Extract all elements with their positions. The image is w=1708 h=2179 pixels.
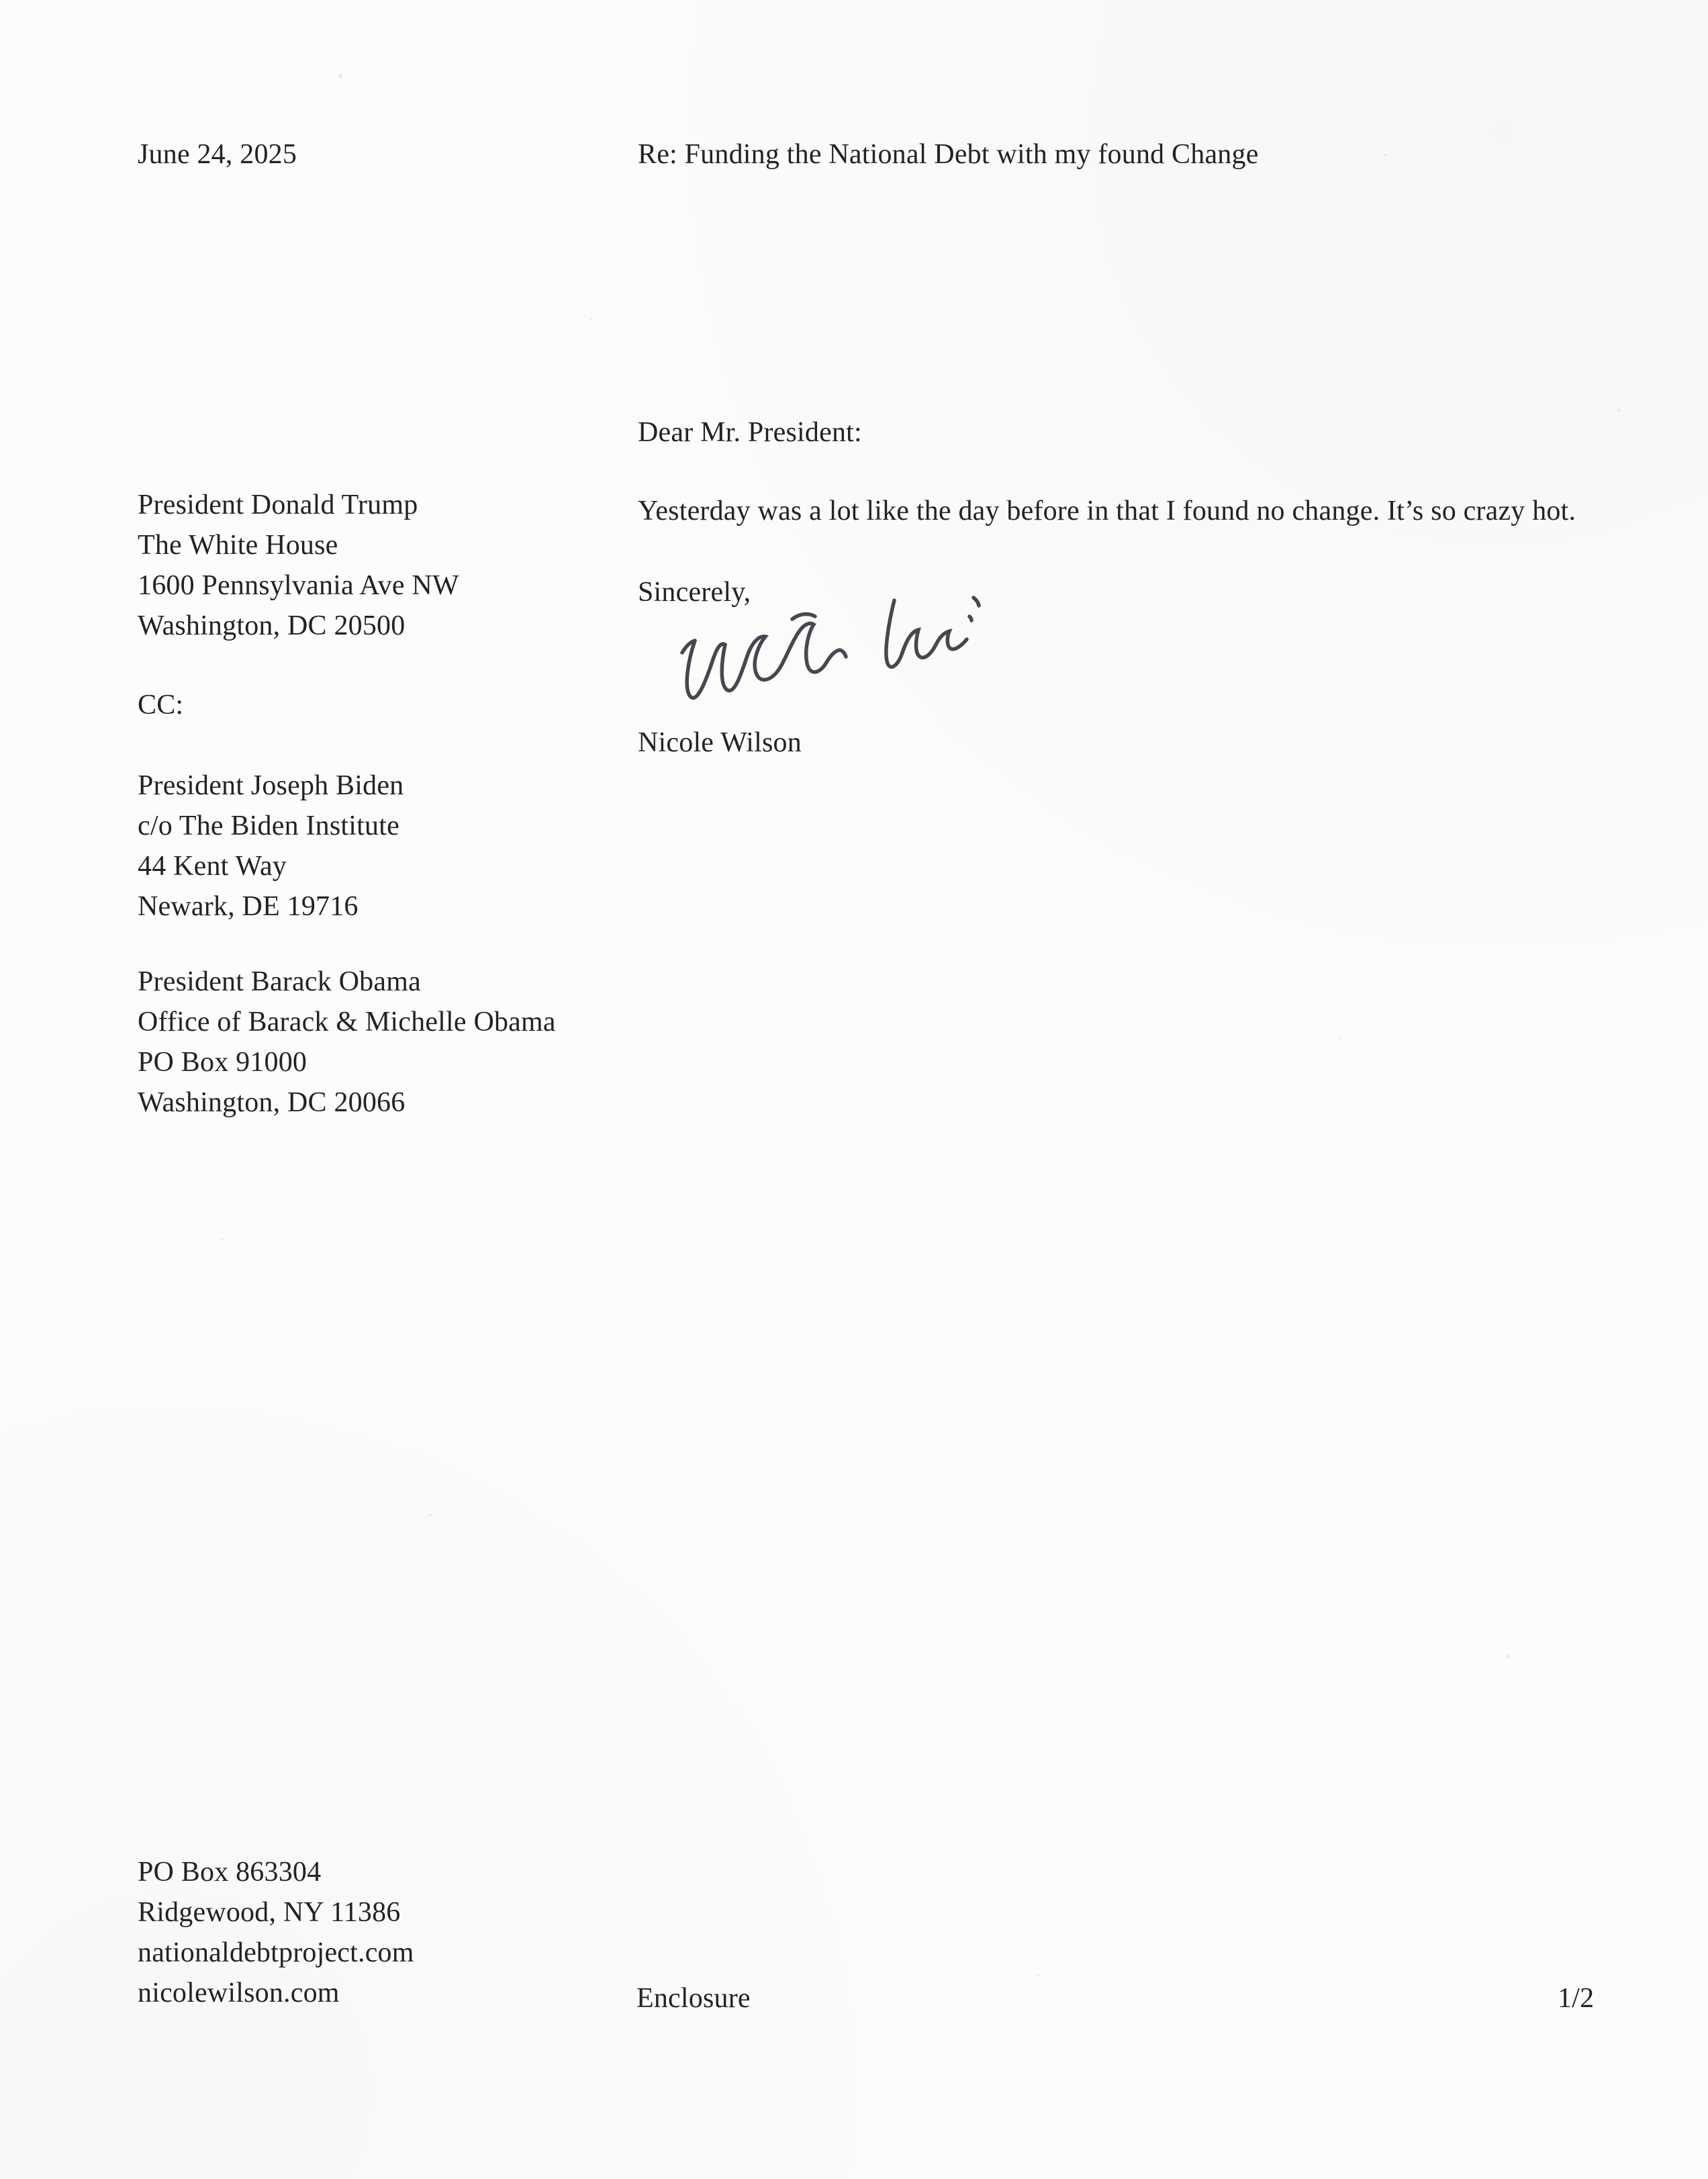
letter-body: Yesterday was a lot like the day before in that I found no change. It’s so crazy hot. xyxy=(638,496,1576,526)
sender-line: PO Box 863304 xyxy=(138,1857,322,1888)
recipient-line: President Donald Trump xyxy=(138,490,418,520)
page-number: 1/2 xyxy=(1558,1983,1595,2014)
cc-address-line: Office of Barack & Michelle Obama xyxy=(138,1007,556,1037)
cc-label: CC: xyxy=(138,690,184,721)
handwritten-signature-icon xyxy=(673,588,988,720)
sender-line: nicolewilson.com xyxy=(138,1978,340,2008)
sender-line: Ridgewood, NY 11386 xyxy=(138,1897,401,1928)
cc-address-block-obama xyxy=(138,962,556,1123)
cc-address-line: President Barack Obama xyxy=(138,966,421,997)
sender-address-block xyxy=(138,1852,414,2013)
enclosure-note: Enclosure xyxy=(636,1983,751,2014)
cc-address-line: PO Box 91000 xyxy=(138,1047,307,1078)
sender-line: nationaldebtproject.com xyxy=(138,1937,414,1968)
cc-address-line: 44 Kent Way xyxy=(138,851,287,882)
cc-address-line: Washington, DC 20066 xyxy=(138,1087,406,1118)
scan-noise-speckles xyxy=(0,0,1,1)
recipient-line: Washington, DC 20500 xyxy=(138,610,406,641)
recipient-address-block xyxy=(138,485,459,646)
cc-address-line: Newark, DE 19716 xyxy=(138,891,359,922)
subject-line: Re: Funding the National Debt with my found Change xyxy=(638,139,1259,170)
cc-address-line: c/o The Biden Institute xyxy=(138,810,399,841)
signature-name: Nicole Wilson xyxy=(638,727,802,758)
recipient-line: 1600 Pennsylvania Ave NW xyxy=(138,570,459,601)
salutation: Dear Mr. President: xyxy=(638,417,862,448)
recipient-line: The White House xyxy=(138,530,338,561)
closing: Sincerely, xyxy=(638,577,751,608)
cc-address-line: President Joseph Biden xyxy=(138,770,404,801)
letter-date: June 24, 2025 xyxy=(138,139,297,170)
cc-address-block-biden xyxy=(138,766,404,927)
